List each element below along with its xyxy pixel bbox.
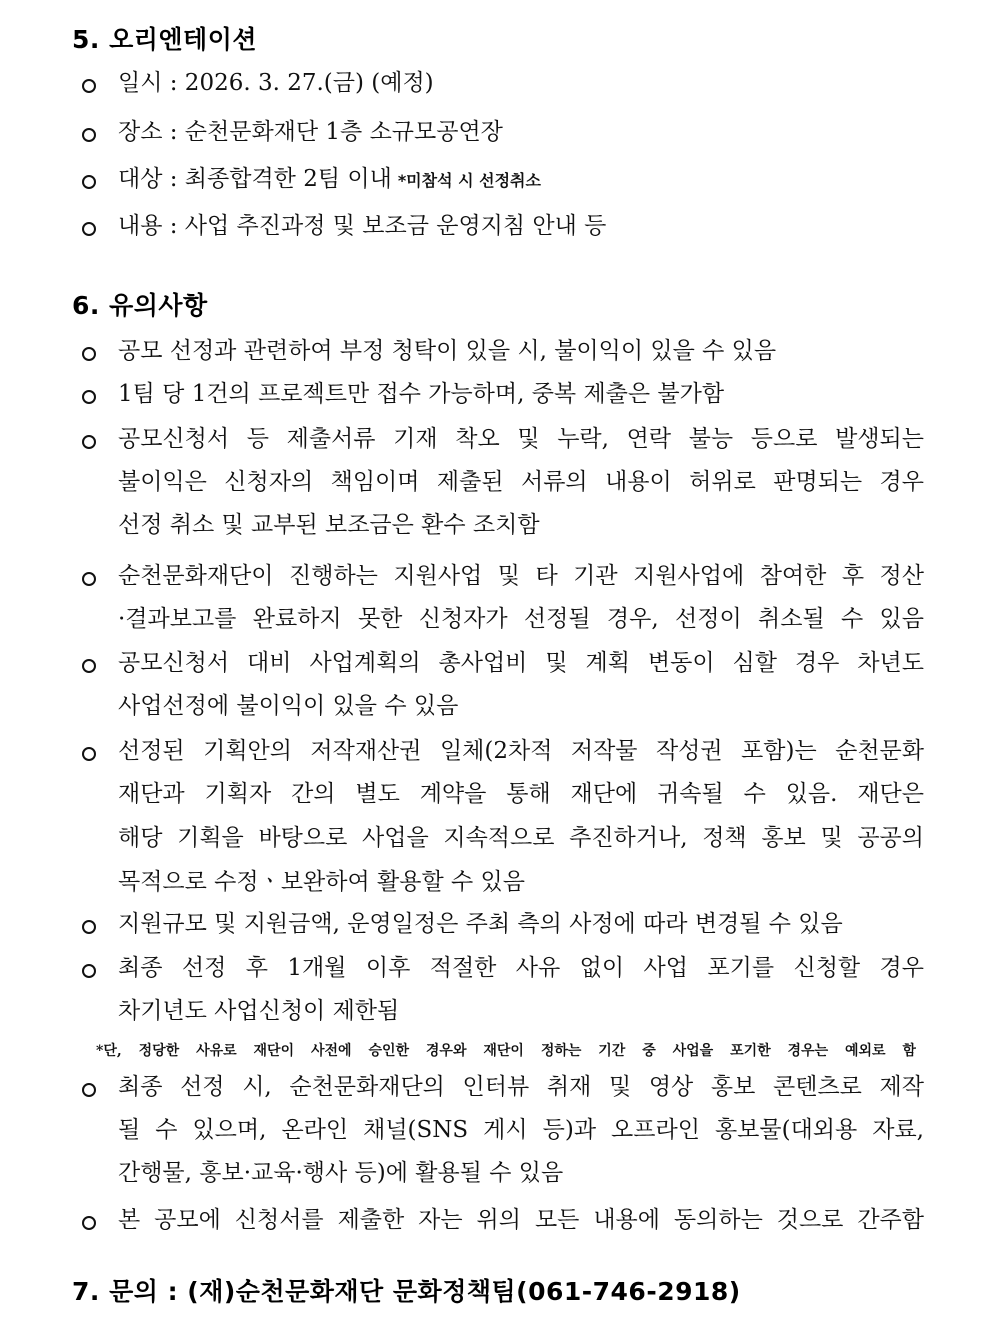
item-text: 본 공모에 신청서를 제출한 자는 위의 모든 내용에 동의하는 것으로 간주함 xyxy=(118,1207,924,1233)
item-text: 순천문화재단이 진행하는 지원사업 및 타 기관 지원사업에 참여한 후 정산 xyxy=(118,563,924,589)
circle-bullet-icon xyxy=(82,920,96,934)
section-6-heading: 6. 유의사항 xyxy=(72,291,208,320)
circle-bullet-icon xyxy=(82,390,96,404)
item-text: ·결과보고를 완료하지 못한 신청자가 선정될 경우, 선정이 취소될 수 있음 xyxy=(118,606,924,632)
item-text: 1팀 당 1건의 프로젝트만 접수 가능하며, 중복 제출은 불가함 xyxy=(118,381,725,407)
circle-bullet-icon xyxy=(82,435,96,449)
circle-bullet-icon xyxy=(82,128,96,142)
item-note: *미참석 시 선정취소 xyxy=(397,171,541,190)
item-text: 간행물, 홍보·교육·행사 등)에 활용될 수 있음 xyxy=(118,1160,564,1186)
item-text: 내용 : 사업 추진과정 및 보조금 운영지침 안내 등 xyxy=(118,213,607,239)
item-text: 최종 선정 후 1개월 이후 적절한 사유 없이 사업 포기를 신청할 경우 xyxy=(118,955,924,981)
circle-bullet-icon xyxy=(82,964,96,978)
item-text: 차기년도 사업신청이 제한됨 xyxy=(118,998,400,1024)
circle-bullet-icon xyxy=(82,1083,96,1097)
circle-bullet-icon xyxy=(82,347,96,361)
item-text: 선정된 기획안의 저작재산권 일체(2차적 저작물 작성권 포함)는 순천문화 xyxy=(118,738,924,764)
circle-bullet-icon xyxy=(82,659,96,673)
item-text: 될 수 있으며, 온라인 채널(SNS 게시 등)과 오프라인 홍보물(대외용 자료, xyxy=(118,1117,924,1143)
item-text: 공모신청서 등 제출서류 기재 착오 및 누락, 연락 불능 등으로 발생되는 xyxy=(118,426,924,452)
item-text: 불이익은 신청자의 책임이며 제출된 서류의 내용이 허위로 판명되는 경우 xyxy=(118,469,924,495)
circle-bullet-icon xyxy=(82,747,96,761)
circle-bullet-icon xyxy=(82,222,96,236)
item-text: 목적으로 수정ㆍ보완하여 활용할 수 있음 xyxy=(118,869,525,895)
item-text: 최종 선정 시, 순천문화재단의 인터뷰 취재 및 영상 홍보 콘텐츠로 제작 xyxy=(118,1074,924,1100)
item-text xyxy=(118,161,924,197)
item-text: 선정 취소 및 교부된 보조금은 환수 조치함 xyxy=(118,512,540,538)
item-text: 장소 : 순천문화재단 1층 소규모공연장 xyxy=(118,119,503,145)
item-text: 해당 기획을 바탕으로 사업을 지속적으로 추진하거나, 정책 홍보 및 공공의 xyxy=(118,825,924,851)
item-text: 사업선정에 불이익이 있을 수 있음 xyxy=(118,693,459,719)
section-7-heading: 7. 문의 : (재)순천문화재단 문화정책팀(061-746-2918) xyxy=(72,1277,741,1306)
circle-bullet-icon xyxy=(82,1216,96,1230)
section-5-heading: 5. 오리엔테이션 xyxy=(72,25,257,54)
item-text: 공모신청서 대비 사업계획의 총사업비 및 계획 변동이 심할 경우 차년도 xyxy=(118,650,924,676)
circle-bullet-icon xyxy=(82,175,96,189)
item-text: 공모 선정과 관련하여 부정 청탁이 있을 시, 불이익이 있을 수 있음 xyxy=(118,338,777,364)
circle-bullet-icon xyxy=(82,572,96,586)
item-text: 재단과 기획자 간의 별도 계약을 통해 재단에 귀속될 수 있음. 재단은 xyxy=(118,781,924,807)
circle-bullet-icon xyxy=(82,79,96,93)
item-text-main: 대상 : 최종합격한 2팀 이내 xyxy=(118,166,392,192)
item-text: 지원규모 및 지원금액, 운영일정은 주최 측의 사정에 따라 변경될 수 있음 xyxy=(118,911,843,937)
footnote: *단, 정당한 사유로 재단이 사전에 승인한 경우와 재단이 정하는 기간 중 사업을 포기한 경우는 예외로 함 xyxy=(96,1043,916,1059)
item-text: 일시 : 2026. 3. 27.(금) (예정) xyxy=(118,70,434,96)
